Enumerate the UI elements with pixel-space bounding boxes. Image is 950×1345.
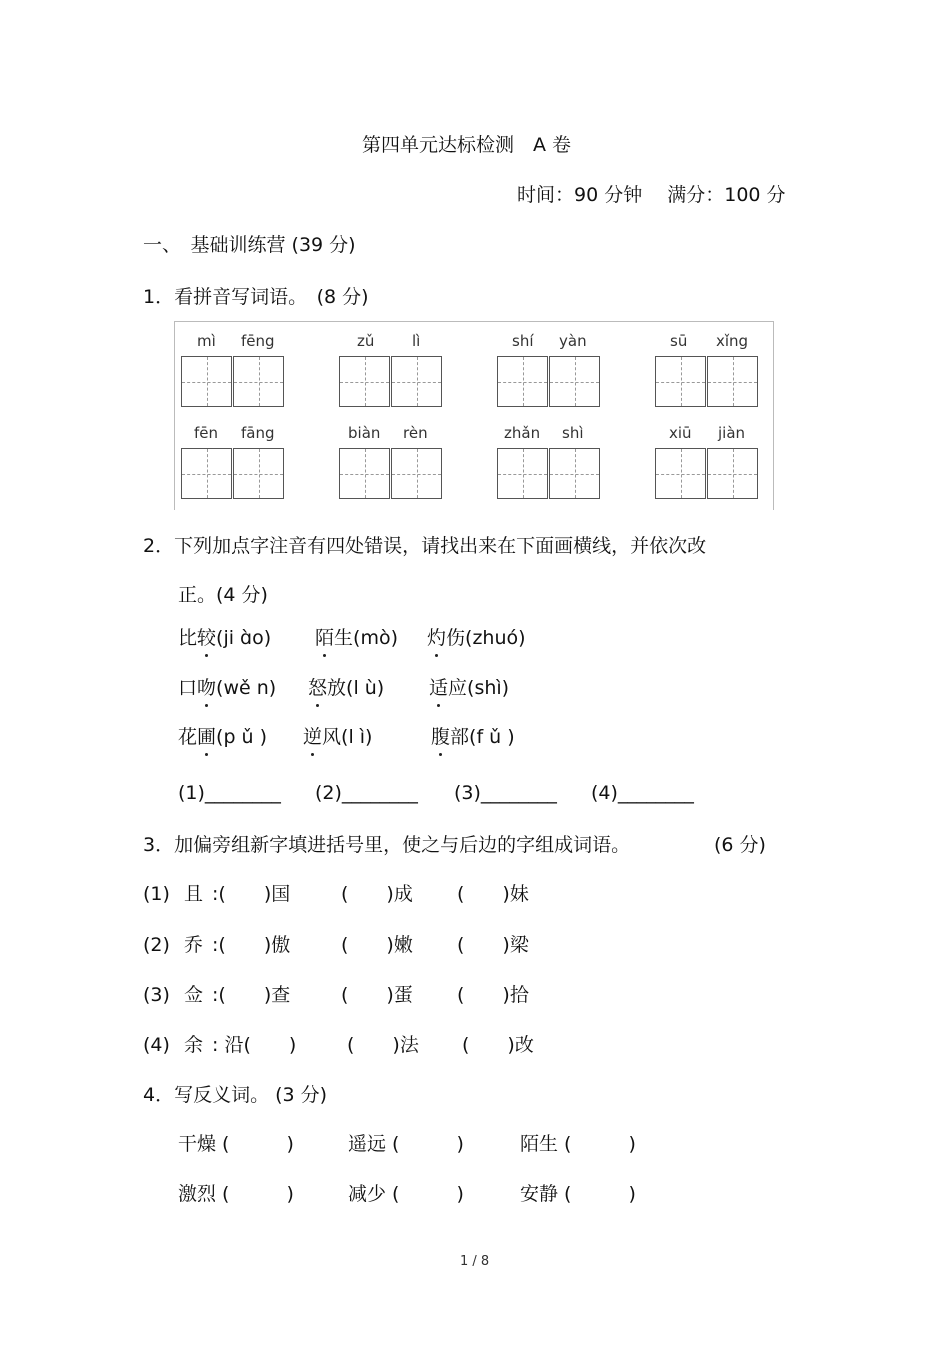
answer-blank[interactable]: (4)________ [591, 782, 694, 804]
pinyin: zhǎn [504, 424, 541, 442]
question-2-label-cont: 正。(4 分) [178, 584, 268, 606]
pinyin-item [178, 673, 276, 700]
writing-box[interactable] [707, 448, 758, 499]
fill-blank[interactable]: ( )蛋 [341, 984, 413, 1006]
fill-blank[interactable]: ( )嫩 [341, 934, 413, 956]
writing-box[interactable] [655, 356, 706, 407]
pinyin: shí [512, 332, 534, 350]
question-1-label: 1．看拼音写词语。 (8 分) [143, 286, 369, 308]
pinyin: biàn [348, 424, 381, 442]
section-heading: 一、 基础训练营 (39 分) [143, 234, 356, 256]
char: 比 [178, 627, 198, 649]
fill-blank[interactable]: ( )梁 [457, 934, 529, 956]
pinyin: xǐng [716, 332, 749, 350]
fill-blank[interactable]: :( )查 [212, 984, 291, 1006]
char: 口 [178, 677, 198, 699]
dotted-char: 怒 [308, 673, 327, 700]
dotted-char: 腹 [431, 722, 450, 749]
pinyin-item [303, 722, 372, 749]
root-char: 且 [183, 883, 203, 905]
radical-row [143, 980, 203, 1007]
dotted-char: 逆 [303, 722, 322, 749]
pinyin-annotation: (wě n) [216, 677, 277, 699]
fill-blank[interactable]: ( )妹 [457, 883, 529, 905]
pinyin-item [431, 722, 515, 749]
writing-box[interactable] [655, 448, 706, 499]
writing-box[interactable] [497, 356, 548, 407]
pinyin: fāng [241, 424, 275, 442]
antonym-blank[interactable]: 激烈 ( ) [178, 1183, 294, 1205]
dotted-char: 圃 [197, 722, 216, 749]
dotted-char: 较 [197, 623, 216, 650]
pinyin: lì [412, 332, 421, 350]
char: 生 [334, 627, 354, 649]
char: 应 [448, 677, 468, 699]
pinyin: mì [197, 332, 216, 350]
root-char: 余 [183, 1034, 203, 1056]
dotted-char: 陌 [315, 623, 334, 650]
writing-box[interactable] [233, 448, 284, 499]
fill-blank[interactable]: ( )成 [341, 883, 413, 905]
writing-box[interactable] [391, 448, 442, 499]
char: 部 [450, 726, 470, 748]
pinyin: rèn [403, 424, 428, 442]
pinyin: fēng [241, 332, 275, 350]
pinyin: shì [562, 424, 584, 442]
dotted-char: 灼 [427, 623, 446, 650]
char: 放 [327, 677, 347, 699]
answer-blank[interactable]: (3)________ [454, 782, 557, 804]
writing-box[interactable] [339, 356, 390, 407]
antonym-blank[interactable]: 遥远 ( ) [348, 1133, 464, 1155]
radical-row [143, 1030, 203, 1057]
pinyin-annotation: (l ù) [346, 677, 385, 699]
pinyin-grid [174, 321, 774, 510]
pinyin-item [427, 623, 526, 650]
row-number: (4) [143, 1034, 170, 1056]
writing-box[interactable] [497, 448, 548, 499]
pinyin: zǔ [357, 332, 375, 350]
question-2-label: 2．下列加点字注音有四处错误，请找出来在下面画横线，并依次改 [143, 535, 707, 557]
pinyin: xiū [669, 424, 692, 442]
writing-box[interactable] [707, 356, 758, 407]
dotted-char: 适 [429, 673, 448, 700]
pinyin-annotation: (mò) [353, 627, 398, 649]
pinyin-annotation: (ji ɑ̀o) [216, 627, 272, 649]
pinyin: fēn [194, 424, 219, 442]
radical-row [143, 879, 203, 906]
fill-blank[interactable]: ( )改 [462, 1034, 534, 1056]
char: 伤 [446, 627, 466, 649]
row-number: (2) [143, 934, 170, 956]
fill-blank[interactable]: ( )法 [347, 1034, 419, 1056]
pinyin-annotation: (p ǔ ) [216, 726, 268, 748]
pinyin-item [178, 623, 271, 650]
antonym-blank[interactable]: 安静 ( ) [520, 1183, 636, 1205]
pinyin-item [178, 722, 267, 749]
writing-box[interactable] [391, 356, 442, 407]
pinyin-annotation: (f ǔ ) [469, 726, 515, 748]
pinyin-item [308, 673, 384, 700]
answer-blank[interactable]: (2)________ [315, 782, 418, 804]
writing-box[interactable] [339, 448, 390, 499]
page-number: 1 / 8 [460, 1254, 490, 1269]
dotted-char: 吻 [197, 673, 216, 700]
fill-blank[interactable]: :( )国 [212, 883, 291, 905]
exam-meta: 时间：90 分钟 满分：100 分 [517, 184, 786, 206]
question-3-score: (6 分) [714, 834, 766, 856]
row-number: (3) [143, 984, 170, 1006]
writing-box[interactable] [233, 356, 284, 407]
writing-box[interactable] [549, 356, 600, 407]
antonym-blank[interactable]: 干燥 ( ) [178, 1133, 294, 1155]
pinyin-item [315, 623, 398, 650]
char: 花 [178, 726, 198, 748]
pinyin-item [429, 673, 509, 700]
radical-row [143, 930, 203, 957]
char: 风 [322, 726, 342, 748]
page-title: 第四单元达标检测 A 卷 [362, 134, 572, 156]
question-4-label: 4．写反义词。 (3 分) [143, 1084, 328, 1106]
pinyin: jiàn [718, 424, 746, 442]
fill-blank[interactable]: : 沿( ) [212, 1034, 297, 1056]
fill-blank[interactable]: ( )拾 [457, 984, 529, 1006]
writing-box[interactable] [549, 448, 600, 499]
writing-box[interactable] [181, 448, 232, 499]
pinyin: sū [670, 332, 688, 350]
root-char: 乔 [183, 934, 203, 956]
question-3-label: 3．加偏旁组新字填进括号里，使之与后边的字组成词语。 [143, 834, 631, 856]
root-char: 佥 [183, 984, 203, 1006]
pinyin-annotation: (shì) [467, 677, 510, 699]
row-number: (1) [143, 883, 170, 905]
writing-box[interactable] [181, 356, 232, 407]
antonym-blank[interactable]: 陌生 ( ) [520, 1133, 636, 1155]
pinyin: yàn [559, 332, 587, 350]
pinyin-annotation: (zhuó) [465, 627, 526, 649]
pinyin-annotation: (l ì) [341, 726, 373, 748]
answer-blank[interactable]: (1)________ [178, 782, 281, 804]
antonym-blank[interactable]: 减少 ( ) [348, 1183, 464, 1205]
fill-blank[interactable]: :( )傲 [212, 934, 291, 956]
